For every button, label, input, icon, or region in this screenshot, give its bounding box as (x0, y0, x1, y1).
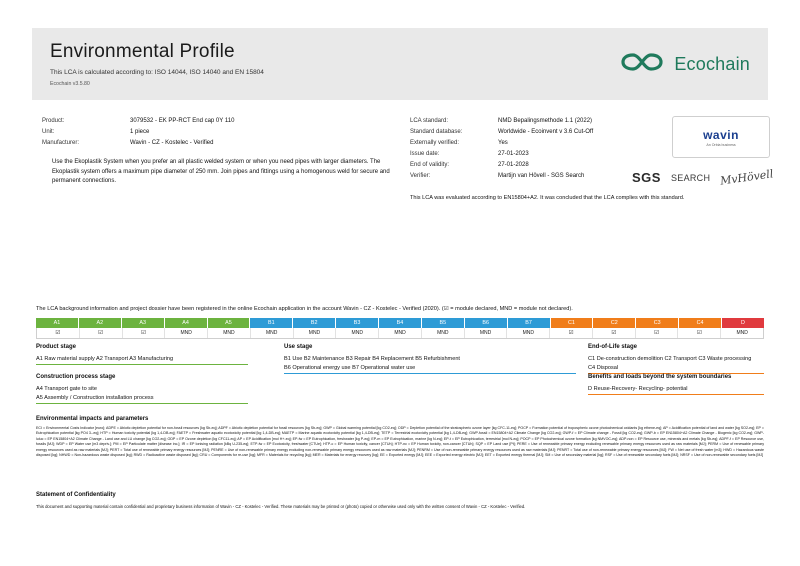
module-header-cell: C3 (636, 318, 679, 328)
lifecycle-stage-legend (36, 344, 764, 410)
module-value-cell: ☑ (80, 328, 123, 338)
construction-stage-block (36, 374, 248, 404)
impacts-abbreviations: ECI = Environmental Costs Indicator [euro]; ADPE = Abiotic depletion potential for non-fossil resources [kg Sb-eq]; ADPF = Abiotic depletion potential for fossil resources [kg Sb-eq]; GWP = Global warming potential [kg CO2-eq]; ODP = Depletion potential of the stratospheric ozone layer [kg CFC-11-eq]; POCP = Formation potential of tropospheric ozone photochemical oxidants [kg ethene-eq]; AP = Acidification potential of land and water [kg SO2-eq]; EP = Eutrophication potential [kg PO4 3--eq]; HTP = Human toxicity potential [kg 1,4-DB-eq]; FAETP = Freshwater aquatic ecotoxicity potential [kg 1,4-DB-eq]; MAETP = Marine aquatic ecotoxicity potential [kg 1,4-DB-eq]; TETP = Terrestrial ecotoxicity potential [kg 1,4-DB-eq]; GWP-fossil = EN15804+A2 Climate Change [kg CO2-eq]; GWP-f = EP Climate change - Fossil [kg CO2-eq]; GWP-b = EP EN15804+A2 Climate Change - Biogenic [kg CO2-eq]; GWP-luluc = EP EN15804+A2 Climate Change - Land use and LU change [kg CO2-eq]; ODP = EP Ozone depletion [kg CFC11-eq]; AP = EP Acidification [mol H+-eq]; EP-fw = EP Eutrophication, freshwater [kg P-eq]; EP-m = EP Eutrophication, marine [kg N-eq]; EP-t = EP Eutrophication, terrestrial [mol N-eq]; POCP = EP Photochemical ozone formation [kg NMVOC-eq]; ADP-non = EP Resource use, minerals and metals [kg Sb-eq]; ADPF-f = EP Resource use, fossils [MJ]; WDP = EP Water use [m3 depriv.]; PM = EP Particulate matter [disease inc.]; IR = EP Ionising radiation [kBq U-235-eq]; ETP-fw = EP Ecotoxicity, freshwater [CTUe]; HTP-c = EP Human toxicity, cancer [CTUh]; HTP-nc = EP Human toxicity, non-cancer [CTUh]; SQP = EP Land use [Pt]; PERE = Use of renewable primary energy excluding renewable primary energy resources used as raw materials [MJ]; PERM = Use of renewable primary energy resources used as raw materials [MJ]; PERT = Total use of renewable primary energy resources [MJ]; PENRE = Use of non-renewable primary energy excluding non-renewable primary energy resources used as raw materials [MJ]; PENRM = Use of non-renewable primary energy resources used as raw materials [MJ]; PENRT = Total use of non-renewable primary energy resources [MJ]; FW = Net use of fresh water [m3]; HWD = Hazardous waste disposed [kg]; NHWD = Non-hazardous waste disposed [kg]; RWD = Radioactive waste disposed [kg]; CRU = Components for re-use [kg]; MFR = Materials for recycling [kg]; MER = Materials for energy recovery [kg]; EE = Exported energy [MJ]; EEE = Exported energy electric [MJ]; EET = Exported energy thermal [MJ]; SM = Use of secondary material [kg]; RSF = Use of renewable secondary fuels [MJ]; NRSF = Use of non-renewable secondary fuels [MJ] (36, 426, 764, 458)
verifier-logos (632, 167, 775, 188)
module-header-cell: A4 (165, 318, 208, 328)
header-text-block (50, 41, 264, 87)
module-value-cell: MND (294, 328, 337, 338)
meta-value: NMD Bepalingsmethode 1.1 (2022) (498, 118, 593, 124)
meta-row (42, 116, 402, 127)
module-header-cell: C1 (551, 318, 594, 328)
product-stage-block (36, 344, 248, 365)
meta-key: Unit: (42, 129, 55, 135)
sgs-logo: SGS (632, 170, 661, 185)
use-stage-line: B6 Operational energy use B7 Operational water use (284, 365, 416, 371)
module-header-cell: B5 (422, 318, 465, 328)
metadata-section (32, 116, 775, 226)
module-value-cell: MND (422, 328, 465, 338)
meta-key: Manufacturer: (42, 140, 80, 146)
meta-value: Worldwide - Ecoinvent v 3.6 Cut-Off (498, 129, 594, 135)
impacts-title: Environmental impacts and parameters (36, 416, 149, 422)
meta-row (410, 116, 660, 127)
module-value-cell: MND (379, 328, 422, 338)
meta-value: Wavin - CZ - Kostelec - Verified (130, 140, 214, 146)
meta-row (410, 160, 660, 171)
meta-value: 1 piece (130, 129, 150, 135)
benefits-title: Benefits and loads beyond the system boundaries (588, 374, 732, 380)
ecochain-logo (621, 51, 750, 78)
confidentiality-body: This document and supporting material contain confidential and proprietary business information of Wavin - CZ - Kostelec - Verified. These materials may be printed or (photo) copied or otherwise used only with the written consent of Wavin - CZ - Kostelec - Verified. (36, 504, 526, 509)
meta-key: Externally verified: (410, 140, 460, 146)
construction-stage-line: A4 Transport gate to site (36, 386, 97, 392)
module-value-cell: ☑ (593, 328, 636, 338)
meta-row (410, 138, 660, 149)
benefits-block (588, 374, 764, 395)
meta-key: End of validity: (410, 162, 450, 168)
meta-key: Issue date: (410, 151, 440, 157)
lca-metadata (410, 116, 660, 182)
product-metadata (42, 116, 402, 184)
module-header-cell: C2 (593, 318, 636, 328)
module-header-row (36, 318, 764, 328)
module-value-cell: MND (465, 328, 508, 338)
meta-row (42, 127, 402, 138)
infinity-icon (621, 51, 667, 78)
ecochain-wordmark: Ecochain (674, 53, 750, 74)
meta-row (42, 138, 402, 149)
benefits-line: D Reuse-Recovery- Recycling- potential (588, 386, 688, 392)
header-version: Ecochain v3.5.80 (50, 81, 90, 87)
header-subtitle: This LCA is calculated according to: ISO 14044, ISO 14040 and EN 15804 (50, 69, 264, 76)
module-value-cell: ☑ (550, 328, 593, 338)
meta-row (410, 149, 660, 160)
module-header-cell: B1 (250, 318, 293, 328)
wavin-wordmark: wavin (703, 127, 739, 142)
meta-value: 27-01-2023 (498, 151, 529, 157)
meta-key: Verifier: (410, 173, 431, 179)
meta-value: Martijn van Hövell - SGS Search (498, 173, 585, 179)
wavin-logo (672, 116, 770, 158)
module-value-cell: ☑ (123, 328, 166, 338)
document-header (32, 28, 768, 100)
wavin-tagline: An Orbia business (706, 142, 736, 147)
meta-key: Product: (42, 118, 65, 124)
module-table (36, 318, 764, 339)
module-header-cell: C4 (679, 318, 722, 328)
meta-row (410, 127, 660, 138)
module-header-cell: A3 (122, 318, 165, 328)
meta-row (410, 171, 660, 182)
construction-stage-title: Construction process stage (36, 374, 116, 380)
use-stage-block (284, 344, 576, 374)
product-stage-title: Product stage (36, 344, 77, 350)
product-stage-line: A1 Raw material supply A2 Transport A3 Manufacturing (36, 356, 174, 362)
eol-stage-title: End-of-Life stage (588, 344, 637, 350)
search-wordmark: SEARCH (670, 172, 711, 183)
construction-stage-line: A5 Assembly / Construction installation process (36, 395, 154, 401)
product-description: Use the Ekoplastik System when you prefer an all plastic welded system or when you need pipes with larger diameters. The Ekoplastik system offers a maximum pipe diameter of 250 mm. Join pipes and fittings using a homogenous weld for secure and permanent connections. (52, 159, 390, 184)
evaluation-note: This LCA was evaluated according to EN15804+A2. It was concluded that the LCA complies with this standard. (410, 195, 685, 201)
meta-key: LCA standard: (410, 118, 449, 124)
module-value-cell: MND (736, 330, 748, 336)
page-title: Environmental Profile (50, 41, 235, 62)
module-value-cell: MND (208, 328, 251, 338)
eol-stage-line: C1 De-construction demolition C2 Transport C3 Waste processing (588, 356, 752, 362)
module-value-cell: MND (251, 328, 294, 338)
module-value-cell: ☑ (678, 328, 721, 338)
module-header-cell: A5 (208, 318, 251, 328)
meta-key: Standard database: (410, 129, 463, 135)
module-value-cell: MND (165, 328, 208, 338)
use-stage-title: Use stage (284, 344, 313, 350)
module-header-cell: D (722, 318, 764, 328)
module-value-cell: MND (336, 328, 379, 338)
module-header-cell: B4 (379, 318, 422, 328)
meta-value: 27-01-2028 (498, 162, 529, 168)
verifier-signature: MvHövell (719, 167, 775, 188)
module-value-cell: ☑ (37, 328, 80, 338)
registration-note: The LCA background information and project dossier have been registered in the online Ecochain application in the account Wavin - CZ - Kostelec - Verified (2020). (☑ = module declared, MND = module not declared). (36, 306, 573, 312)
module-header-cell: B3 (336, 318, 379, 328)
eol-stage-line: C4 Disposal (588, 365, 619, 371)
eol-stage-block (588, 344, 764, 374)
module-header-cell: B6 (465, 318, 508, 328)
meta-value: Yes (498, 140, 508, 146)
module-header-cell: A1 (36, 318, 79, 328)
meta-value: 3079532 - EK PP-RCT End cap 0Y 110 (130, 118, 235, 124)
module-header-cell: A2 (79, 318, 122, 328)
module-header-cell: B2 (293, 318, 336, 328)
module-value-cell: ☑ (636, 328, 679, 338)
module-value-cell: MND (507, 328, 550, 338)
confidentiality-title: Statement of Confidentiality (36, 492, 116, 498)
module-value-row (36, 328, 764, 339)
use-stage-line: B1 Use B2 Maintenance B3 Repair B4 Replacement B5 Refurbishment (284, 356, 460, 362)
module-header-cell: B7 (508, 318, 551, 328)
